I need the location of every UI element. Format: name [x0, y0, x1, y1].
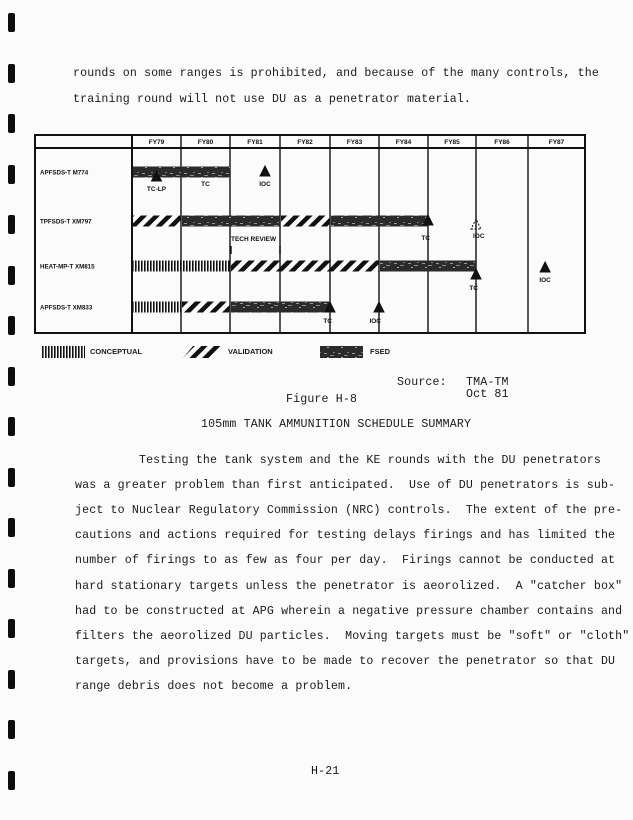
milestone-label: IOC [539, 277, 551, 284]
milestone-label: TC [323, 318, 332, 325]
legend-swatch-fsed [320, 346, 363, 358]
body-line: targets, and provisions have to be made to recover the penetrator so that DU [75, 654, 616, 668]
row-label: APFSDS-T M774 [40, 169, 89, 177]
body-line: number of firings to as few as four per day. Firings cannot be conducted at [75, 554, 616, 568]
phase-bar-fsed [231, 302, 330, 313]
body-line: range debris does not become a problem. [75, 679, 353, 693]
body-line: was a greater problem than first anticipated. Use of DU penetrators is sub- [75, 479, 616, 493]
column-header: FY86 [494, 139, 510, 146]
milestone-label: TC [421, 235, 430, 242]
milestone-label: TC [469, 285, 478, 292]
column-header: FY85 [444, 139, 460, 146]
source-line-2: Oct 81 [466, 388, 509, 401]
legend-label-validation: VALIDATION [228, 347, 273, 356]
binder-hole [8, 619, 15, 638]
column-header: FY79 [148, 139, 165, 146]
binder-hole [8, 518, 15, 537]
milestone-label: IOC [473, 233, 485, 240]
milestone-label: TC-LP [146, 186, 167, 193]
phase-bar-validation [231, 261, 379, 272]
binder-hole [8, 670, 15, 689]
row-label: TPFSDS-T XM797 [40, 218, 92, 226]
source-label: Source: [397, 376, 447, 389]
body-line: ject to Nuclear Regulatory Commission (NRC) controls. The extent of the pre- [75, 504, 623, 518]
intro-line-1: rounds on some ranges is prohibited, and because of the many controls, the [73, 67, 599, 80]
source-line-1: TMA-TM [466, 376, 509, 389]
column-header: FY82 [297, 139, 313, 146]
phase-bar-fsed [380, 261, 476, 272]
binder-hole [8, 468, 15, 487]
milestone-triangle-icon [540, 262, 550, 272]
column-header: FY87 [548, 139, 565, 146]
milestone-label: TC [201, 181, 210, 188]
legend-swatch-conceptual [42, 346, 85, 358]
milestone-triangle-icon [260, 166, 270, 176]
column-header: FY80 [197, 139, 214, 146]
body-line: filters the aeorolized DU particles. Moving targets must be "soft" or "cloth" [75, 629, 630, 643]
phase-bar-validation [133, 216, 181, 227]
binder-hole [8, 720, 15, 739]
body-line: had to be constructed at APG wherein a negative pressure chamber contains and [75, 604, 623, 618]
legend-swatch-validation [183, 346, 224, 358]
row-label: APFSDS-T XM833 [40, 304, 93, 312]
body-line: cautions and actions required for testing delays firings and has limited the [75, 529, 616, 543]
tech-review-annotation: TECH REVIEW [231, 236, 277, 243]
binder-hole [8, 771, 15, 790]
page-number: H-21 [311, 765, 340, 778]
phase-bar-validation [281, 216, 330, 227]
column-header: FY83 [346, 139, 363, 146]
milestone-label: IOC [259, 181, 271, 188]
legend-label-conceptual: CONCEPTUAL [90, 347, 143, 356]
phase-bar-conceptual [133, 261, 230, 272]
column-header: FY84 [395, 139, 412, 146]
body-line: hard stationary targets unless the penetrator is aeorolized. A "catcher box" [75, 579, 623, 593]
body-line: Testing the tank system and the KE rounds with the DU penetrators [75, 454, 601, 467]
binder-hole [8, 417, 15, 436]
binder-hole [8, 569, 15, 588]
phase-bar-conceptual [133, 302, 181, 313]
phase-bar-fsed [331, 216, 428, 227]
phase-bar-fsed [182, 216, 280, 227]
figure-caption: 105mm TANK AMMUNITION SCHEDULE SUMMARY [201, 418, 472, 431]
row-label: HEAT-MP-T XM815 [40, 263, 95, 271]
milestone-triangle-icon [374, 302, 384, 312]
legend-label-fsed: FSED [370, 347, 391, 356]
phase-bar-fsed [133, 167, 230, 178]
phase-bar-validation [182, 302, 230, 313]
intro-line-2: training round will not use DU as a penetrator material. [73, 93, 472, 106]
figure-number: Figure H-8 [286, 393, 358, 406]
schedule-chart [0, 0, 633, 380]
milestone-label: IOC [369, 318, 381, 325]
column-header: FY81 [247, 139, 263, 146]
